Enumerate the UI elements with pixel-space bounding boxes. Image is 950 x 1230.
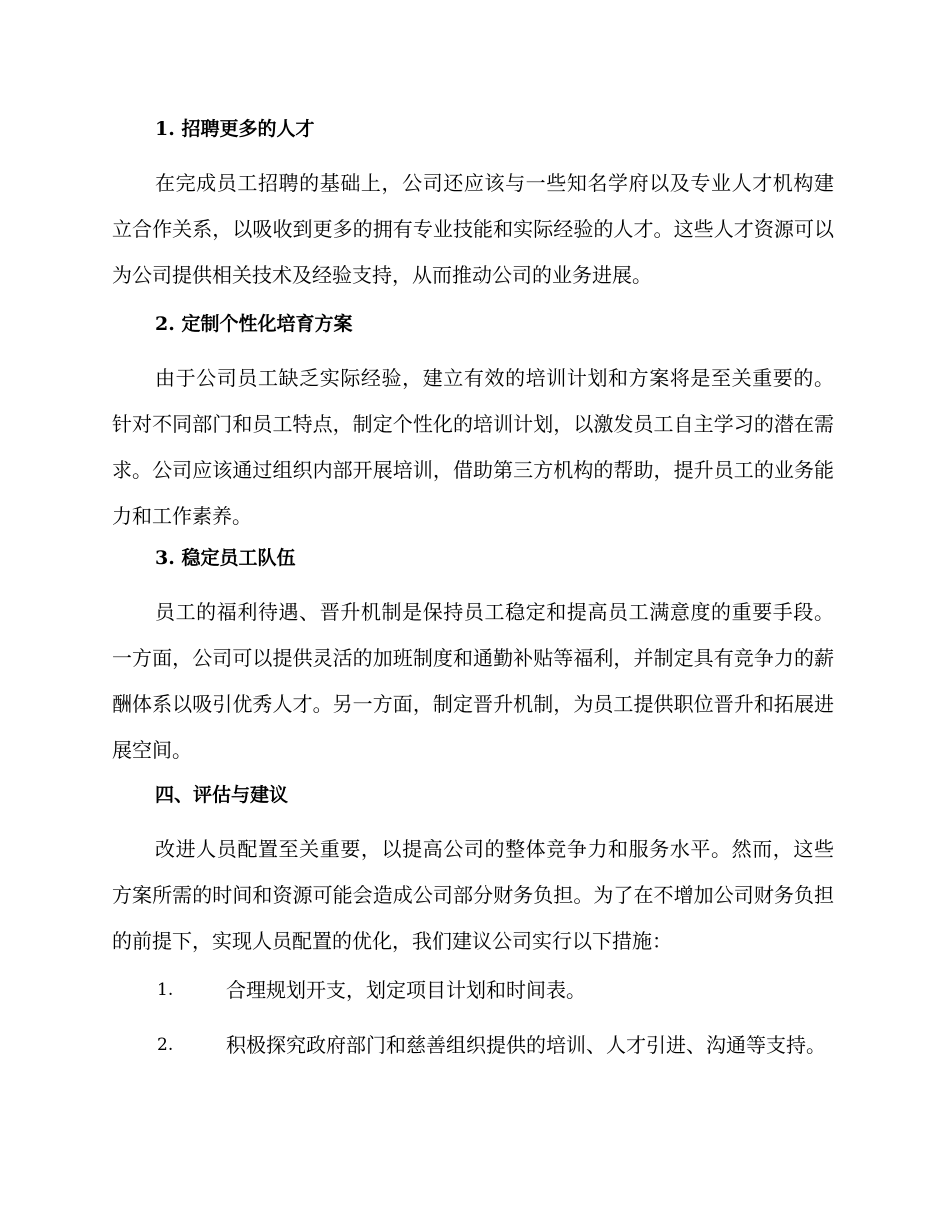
section-heading-4: 四、评估与建议 (155, 784, 289, 806)
section-heading-3: 3. 稳定员工队伍 (155, 547, 296, 569)
section-paragraph-3: 员工的福利待遇、晋升机制是保持员工稳定和提高员工满意度的重要手段。一方面，公司可以提供灵活的加班制度和通勤补贴等福利，并制定具有竞争力的薪酬体系以吸引优秀人才。另一方面，制定晋升机制，为员工提供职位晋升和拓展进展空间。 (112, 600, 834, 762)
section-heading-1: 1. 招聘更多的人才 (155, 118, 315, 140)
list-item-text: 积极探究政府部门和慈善组织提供的培训、人才引进、沟通等支持。 (226, 1033, 826, 1057)
list-item-text: 合理规划开支，划定项目计划和时间表。 (226, 978, 586, 1002)
list-item-number: 1. (157, 980, 174, 1000)
section-paragraph-1: 在完成员工招聘的基础上，公司还应该与一些知名学府以及专业人才机构建立合作关系，以吸收到更多的拥有专业技能和实际经验的人才。这些人才资源可以为公司提供相关技术及经验支持，从而推动公司的业务进展。 (112, 171, 834, 287)
section-heading-2: 2. 定制个性化培育方案 (155, 313, 353, 335)
section-paragraph-4: 改进人员配置至关重要，以提高公司的整体竞争力和服务水平。然而，这些方案所需的时间和资源可能会造成公司部分财务负担。为了在不增加公司财务负担的前提下，实现人员配置的优化，我们建议公司实行以下措施： (112, 837, 834, 953)
list-item-number: 2. (157, 1035, 174, 1055)
section-paragraph-2: 由于公司员工缺乏实际经验，建立有效的培训计划和方案将是至关重要的。针对不同部门和员工特点，制定个性化的培训计划，以激发员工自主学习的潜在需求。公司应该通过组织内部开展培训，借助第三方机构的帮助，提升员工的业务能力和工作素养。 (112, 366, 834, 528)
